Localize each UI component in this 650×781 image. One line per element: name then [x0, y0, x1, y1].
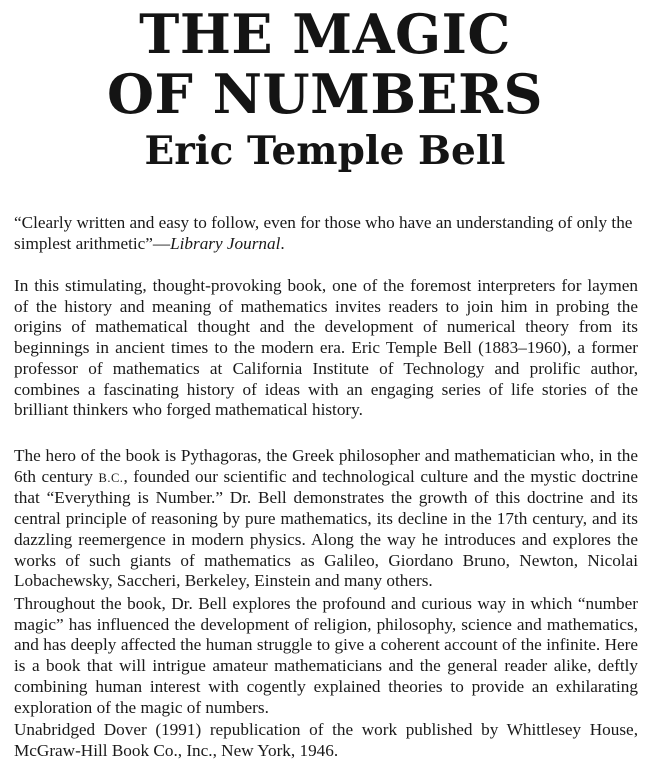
- quote-text: “Clearly written and easy to follow, even for those who have an understanding of only the simplest arithmetic”—: [14, 213, 633, 253]
- paragraph-pythagoras-part-b: , founded our scientific and technological culture and the mystic doctrine that “Everything is Number.” Dr. Bell demonstrates the growth of this doctrine and its central principle of reasoning by pure mathematics, its decline in the 17th century, and its dazzling reemergence in modern physics. Along the way he introduces and explores the works of such giants of mathematics as Galileo, Giordano Bruno, Newton, Nicolai Lobachewsky, Saccheri, Berkeley, Einstein and many others.: [14, 466, 638, 591]
- paragraph-pythagoras: [14, 446, 638, 592]
- paragraph-intro: In this stimulating, thought-provoking book, one of the foremost interpreters for laymen of the history and meaning of mathematics invites readers to join him in probing the origins of mathematical thought and the development of numerical theory from its beginnings in ancient times to the modern era. Eric Temple Bell (1883–1960), a former professor of mathematics at California Institute of Technology and prolific author, combines a fascinating history of ideas with an engaging series of life stories of the brilliant thinkers who forged mathematical history.: [14, 276, 638, 420]
- title-line-1: THE MAGIC: [139, 2, 511, 66]
- quote-end: .: [280, 233, 285, 253]
- quote-source: Library Journal: [170, 233, 281, 253]
- paragraph-number-magic: Throughout the book, Dr. Bell explores the profound and curious way in which “number magic” has influenced the development of religion, philosophy, science and mathematics, and has deeply affected the human struggle to give a coherent account of the infinite. Here is a book that will intrigue amateur mathematicians and the general reader alike, deftly combining human interest with cogently explained theories to provide an exhilarating exploration of the magic of numbers.: [14, 594, 638, 717]
- era-abbreviation: B.C.: [98, 470, 124, 485]
- author-name: Eric Temple Bell: [144, 128, 506, 174]
- publication-note: Unabridged Dover (1991) republication of the work published by Whittlesey House, McGraw-Hill Book Co., Inc., New York, 1946.: [14, 720, 638, 760]
- paragraph-pythagoras-part-a: The hero of the book is Pythagoras, the Greek philosopher and mathematician who, in the 6th century: [14, 446, 638, 486]
- review-quote: [14, 213, 638, 254]
- title-line-2: OF NUMBERS: [106, 62, 544, 126]
